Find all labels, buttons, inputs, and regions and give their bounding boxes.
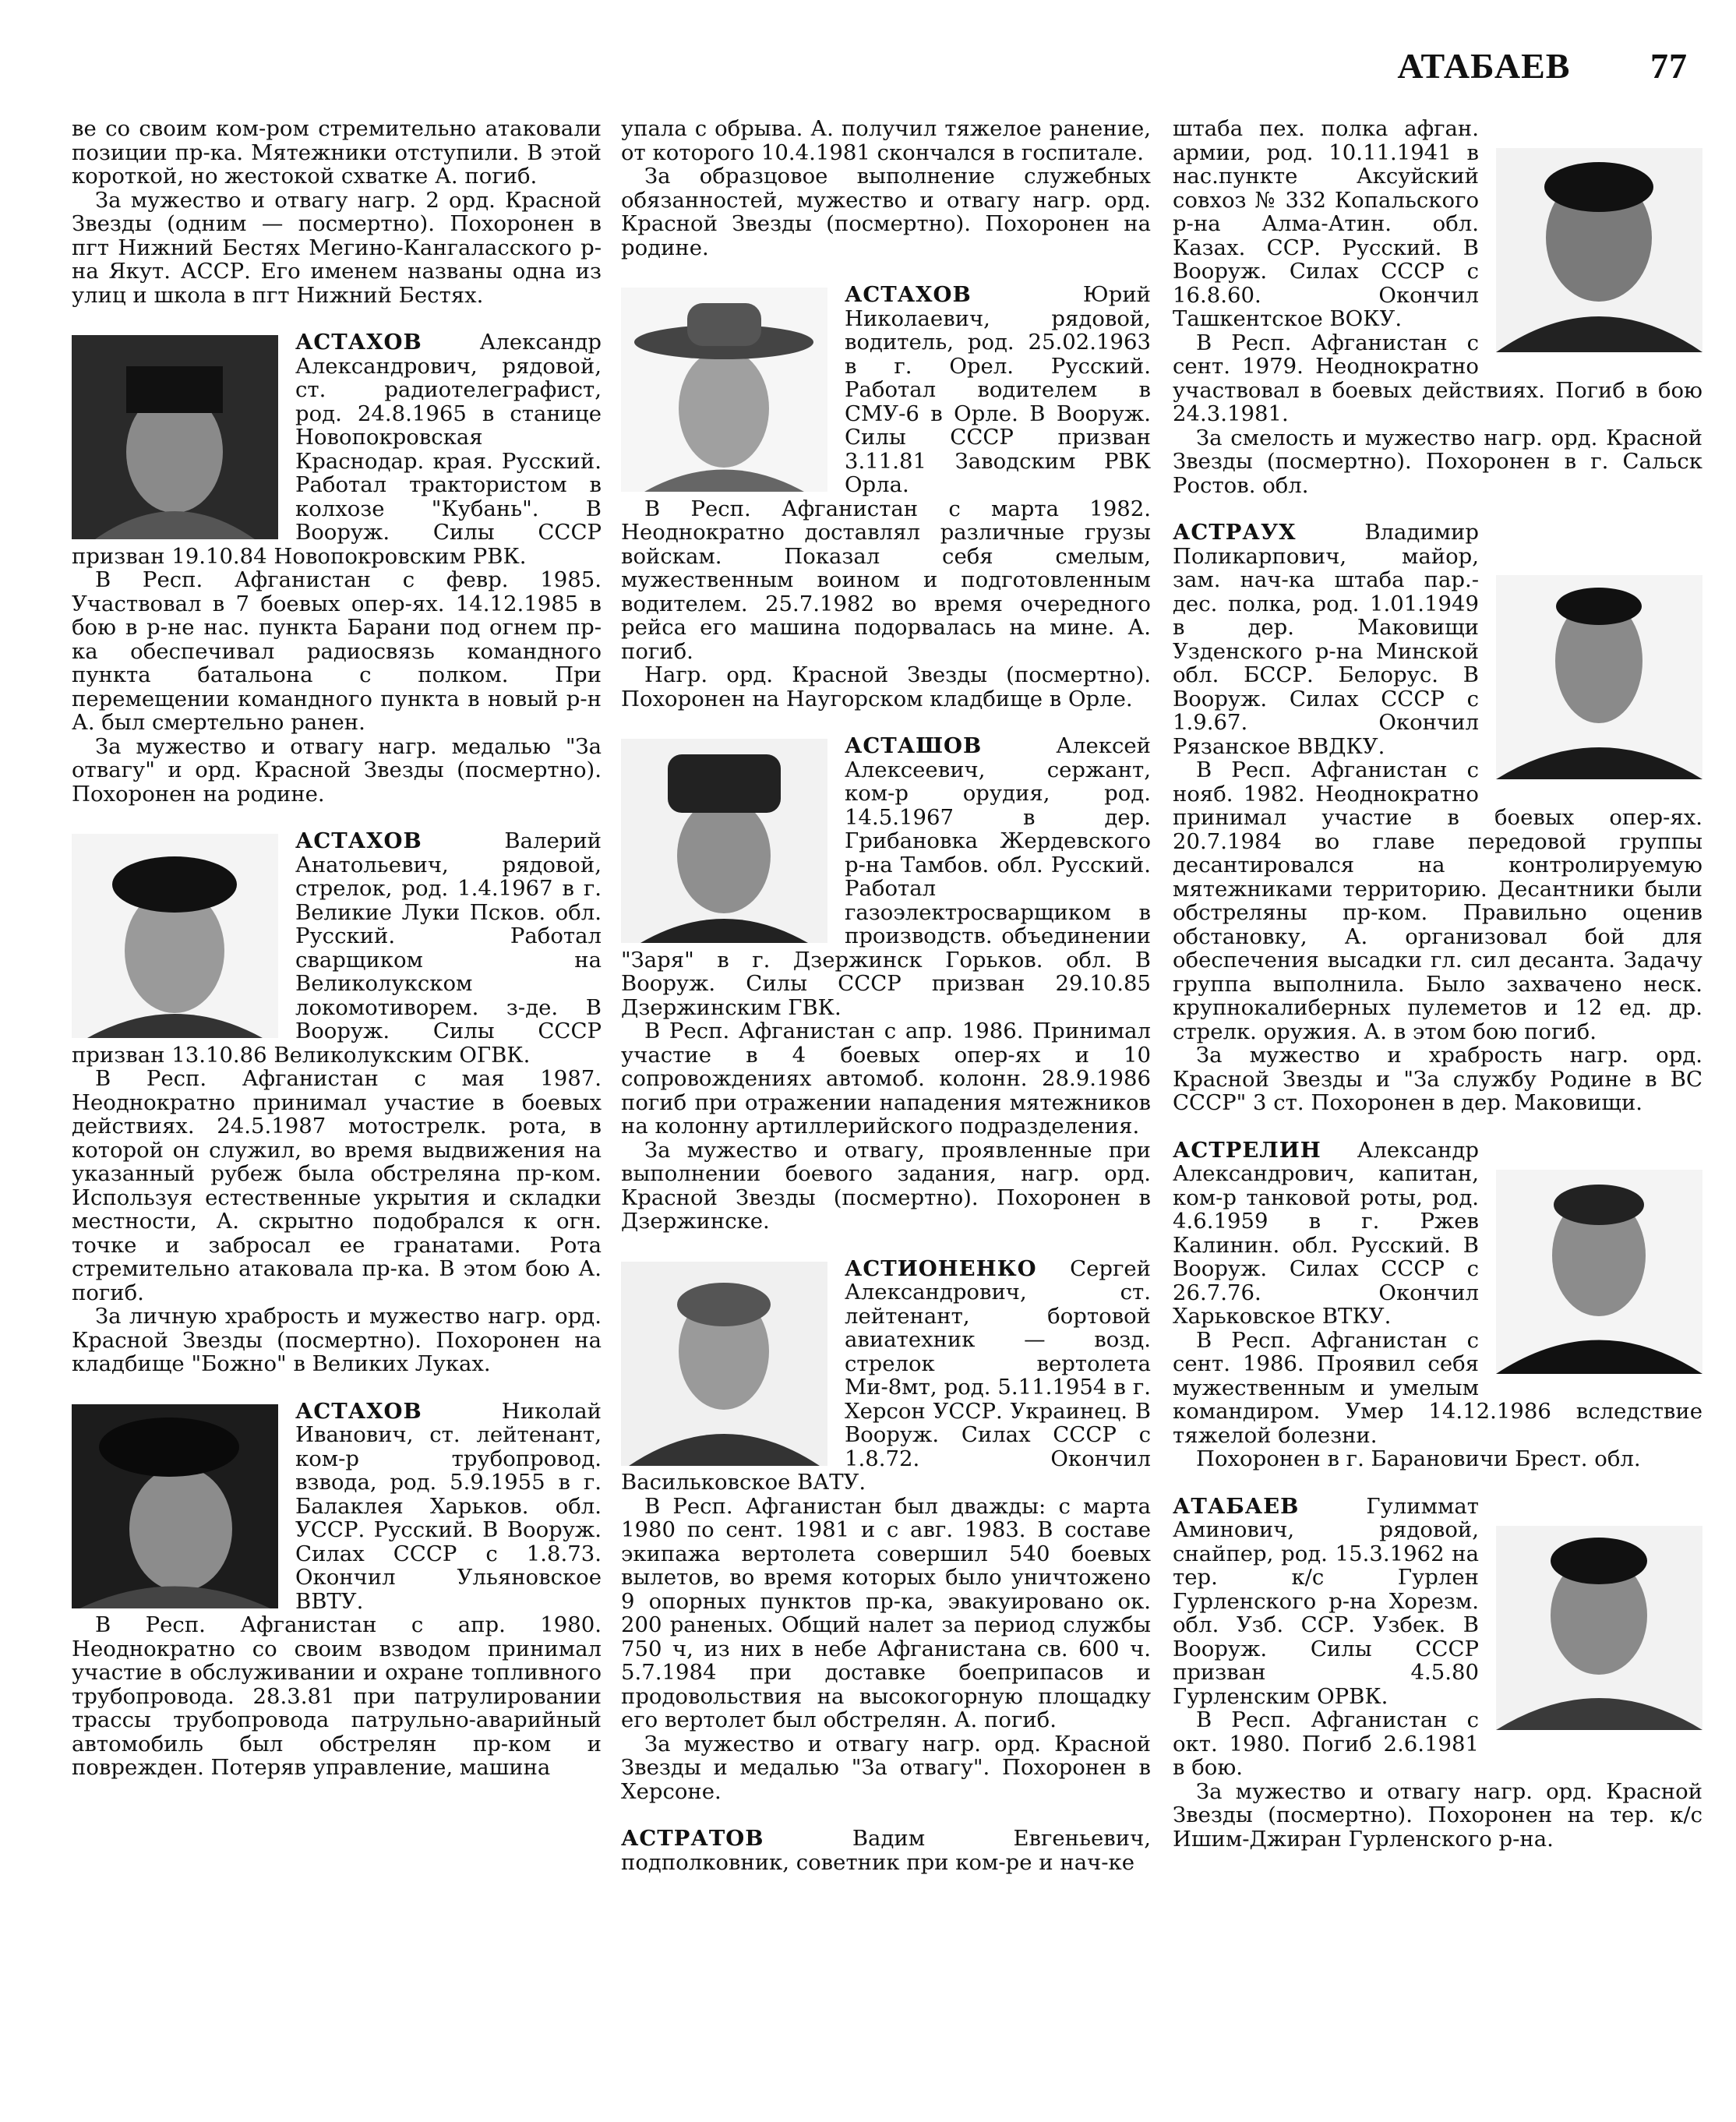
continued-text: ве со своим ком-ром стремительно атаковали позиции пр-ка. Мятежники отступили. В этой короткой, но жестокой схватке А. погиб. xyxy=(72,116,602,189)
entry-surname: АСТИОНЕНКО xyxy=(845,1255,1037,1281)
running-header xyxy=(1397,45,1688,87)
entry-paragraph: В Респ. Афганистан был дважды: с марта 1980 по сент. 1981 и с авг. 1983. В составе экипажа вертолета совершил 540 боевых вылетов, во время которых было уничтожено 9 опорных пунктов пр-ка, эвакуировано ок. 200 раненых. Общий налет за период службы 750 ч, из них в небе Афганистана св. 600 ч. 5.7.1984 при доставке боеприпасов и продовольствия на высокогорную площадку его вертолет был обстрелян. А. погиб. xyxy=(621,1493,1151,1732)
biography-entry xyxy=(621,283,1151,711)
page-number: 77 xyxy=(1650,46,1688,86)
biography-entry xyxy=(72,330,602,806)
entry-paragraph: В Респ. Афганистан с апр. 1980. Неоднократно со своим взводом принимал участие в обслуживании и охране топливного трубопровода. 28.3.81 при патрулировании трассы трубопровода патрульно-аварийный автомобиль был обстрелян пр-ком и поврежден. Потеряв управление, машина xyxy=(72,1612,602,1780)
biography-entry xyxy=(621,1827,1151,1874)
biography-entry xyxy=(1173,521,1702,1115)
entry-paragraph: Похоронен в г. Барановичи Брест. обл. xyxy=(1196,1446,1641,1471)
entry-head: АСТАХОВ Валерий Анатольевич, рядовой, стрелок, род. 1.4.1967 в г. Великие Луки Псков. обл. Руcский. Работал сварщиком на Великолукском локомотиворем. з-де. В Вооруж. Силы СССР призван 13.10.86 Великолукским ОГВК. xyxy=(72,828,602,1068)
header-word: АТАБАЕВ xyxy=(1397,46,1571,86)
column-3 xyxy=(1173,117,1702,1851)
entry-head: АСТАХОВ Юрий Николаевич, рядовой, водитель, род. 25.02.1963 в г. Орел. Русский. Работал водителем в СМУ-6 в Орле. В Вооруж. Силы СССР призван 3.11.81 Заводским РВК Орла. xyxy=(845,282,1151,497)
portrait-photo xyxy=(621,1262,827,1466)
portrait-photo xyxy=(621,739,827,943)
entry-paragraph: За мужество и отвагу, проявленные при выполнении боевого задания, нагр. орд. Красной Звезды (посмертно). Похоронен в Дзержинске. xyxy=(621,1137,1151,1234)
continued-text: упала с обрыва. А. получил тяжелое ранение, от которого 10.4.1981 скончался в госпитале. xyxy=(621,116,1151,165)
entry-head: штаба пех. полка афган. армии, род. 10.11.1941 в нас.пункте Аксуйский совхоз № 332 Копальского р-на Алма-Атин. обл. Казах. ССР. Русский. В Вооруж. Силах СССР с 16.8.60. Окончил Ташкентское ВОКУ. xyxy=(1173,116,1479,331)
entry-paragraph: Нагр. орд. Красной Звезды (посмертно). Похоронен на Наугорском кладбище в Орле. xyxy=(621,662,1151,711)
biography-entry xyxy=(1173,117,1702,497)
portrait-photo xyxy=(621,288,827,492)
biography-entry xyxy=(72,1400,602,1780)
entry-surname: АТАБАЕВ xyxy=(1173,1493,1300,1519)
entry-surname: АСТРАТОВ xyxy=(621,1826,764,1851)
portrait-photo xyxy=(1496,575,1702,779)
biography-entry xyxy=(1173,1139,1702,1471)
entry-paragraph: За смелость и мужество нагр. орд. Красной Звезды (посмертно). Похоронен в г. Сальск Ростов. обл. xyxy=(1173,425,1702,498)
entry-head: АСТРЕЛИН Александр Александрович, капитан, ком-р танковой роты, род. 4.6.1959 в г. Ржев Калинин. обл. Русский. В Вооруж. Силах СССР с 26.7.76. Окончил Харьковское ВТКУ. xyxy=(1173,1137,1479,1329)
entry-head: АСТРАТОВ Вадим Евгеньевич, подполковник, советник при ком-ре и нач-ке xyxy=(621,1826,1151,1875)
biography-entry xyxy=(621,1257,1151,1804)
entry-paragraph: За мужество и храбрость нагр. орд. Красной Звезды и "За службу Родине в ВС СССР" 3 ст. Похоронен в дер. Маковищи. xyxy=(1173,1043,1702,1115)
biography-entry xyxy=(1173,1495,1702,1852)
portrait-photo xyxy=(72,1404,278,1608)
continued-text: За мужество и отвагу нагр. 2 орд. Красной Звезды (одним — посмертно). Похоронен в пгт Нижний Бестях Мегино-Кангаласского р-на Якут. АССР. Его именем названы одна из улиц и школа в пгт Нижний Бестях. xyxy=(72,187,602,308)
entry-paragraph: В Респ. Афганистан с мая 1987. Неоднократно принимал участие в боевых действиях. 24.5.1987 мотострелк. рота, в которой он служил, во время выдвижения на указанный рубеж была обстреляна пр-ком. Используя естественные укрытия и складки местности, А. скрытно подобрался к огн. точке и забросал ее гранатами. Рота стремительно атаковала пр-ка. В этом бою А. погиб. xyxy=(72,1066,602,1305)
entry-surname: АСТАХОВ xyxy=(845,282,972,307)
entry-paragraph: За мужество и отвагу нагр. орд. Красной Звезды (посмертно). Похоронен на тер. к/с Ишим-Джиран Гурленского р-на. xyxy=(1173,1778,1702,1852)
portrait-photo xyxy=(72,834,278,1038)
column-1 xyxy=(72,117,602,1780)
biography-entry xyxy=(72,829,602,1376)
entry-paragraph: В Респ. Афганистан с нояб. 1982. Неоднократно принимал участие в боевых опер-ях. 20.7.1984 во главе передовой группы десантировался на контролируемую мятежниками территорию. Десантники были обстреляны пр-ком. Правильно оценив обстановку, А. организовал бой для обеспечения высадки гл. сил десанта. Задачу группа выполнила. Было захвачено неск. крупнокалиберных пулеметов и 12 ед. др. стрелк. оружия. А. в этом бою погиб. xyxy=(1173,757,1702,1044)
portrait-photo xyxy=(1496,1526,1702,1730)
entry-paragraph: В Респ. Афганистан с февр. 1985. Участвовал в 7 боевых опер-ях. 14.12.1985 в бою в р-не нас. пункта Барани под огнем пр-ка обеспечивал радиосвязь командного пункта батальона с полком. При перемещении командного пункта в новый р-н А. был смертельно ранен. xyxy=(72,567,602,735)
entry-head: АСТИОНЕНКО Сергей Александрович, ст. лейтенант, бортовой авиатехник — возд. стрелок вертолета Ми-8мт, род. 5.11.1954 в г. Херсон УССР. Украинец. В Вооруж. Силах СССР с 1.8.72. Окончил Васильковское ВАТУ. xyxy=(621,1255,1151,1495)
entry-paragraph: За мужество и отвагу нагр. орд. Красной Звезды и медалью "За отвагу". Похоронен в Херсоне. xyxy=(621,1731,1151,1804)
entry-head: АСТАШОВ Алексей Алексеевич, сержант, ком-р орудия, род. 14.5.1967 в дер. Грибановка Жердевского р-на Тамбов. обл. Русский. Работал газоэлектросварщиком в производств. объединении "Заря" в г. Дзержинск Горьков. обл. В Вооруж. Силы СССР призван 29.10.85 Дзержинским ГВК. xyxy=(621,733,1151,1020)
entry-surname: АСТРЕЛИН xyxy=(1173,1137,1321,1163)
entry-paragraph: В Респ. Афганистан с марта 1982. Неоднократно доставлял различные грузы войскам. Показал себя смелым, мужественным воином и подготовленным водителем. 25.7.1982 во время очередного рейса его машина подорвалась на мине. А. погиб. xyxy=(621,496,1151,664)
entry-paragraph: В Респ. Афганистан с сент. 1986. Проявил себя мужественным и умелым командиром. Умер 14.12.1986 вследствие тяжелой болезни. xyxy=(1173,1327,1702,1448)
entry-head: АСТАХОВ Александр Александрович, рядовой, ст. радиотелеграфист, род. 24.8.1965 в станице Новопокровская Краснодар. края. Русский. Работал трактористом в колхозе "Кубань". В Вооруж. Силы СССР призван 19.10.84 Новопокровским РВК. xyxy=(72,330,602,569)
entry-surname: АСТРАУХ xyxy=(1173,520,1297,545)
entry-head: АСТРАУХ Владимир Поликарпович, майор, зам. нач-ка штаба пар.-дес. полка, род. 1.01.1949 в дер. Маковищи Узденского р-на Минской обл. БССР. Белорус. В Вооруж. Силах СССР с 1.9.67. Окончил Рязанское ВВДКУ. xyxy=(1173,520,1479,759)
portrait-photo xyxy=(1496,148,1702,352)
continued-text: За образцовое выполнение служебных обязанностей, мужество и отвагу нагр. орд. Красной Звезды (посмертно). Похоронен на родине. xyxy=(621,164,1151,260)
entry-paragraph: За мужество и отвагу нагр. медалью "За отвагу" и орд. Красной Звезды (посмертно). Похоронен на родине. xyxy=(72,733,602,807)
entry-surname: АСТАХОВ xyxy=(295,330,422,355)
entry-head: АТАБАЕВ Гулиммат Аминович, рядовой, снайпер, род. 15.3.1962 на тер. к/с Гурлен Гурленского р-на Хорезм. обл. Узб. ССР. Узбек. В Вооруж. Силы СССР призван 4.5.80 Гурленским ОРВК. xyxy=(1173,1493,1479,1709)
entry-surname: АСТАХОВ xyxy=(295,828,422,853)
entry-surname: АСТАШОВ xyxy=(845,733,983,758)
entry-paragraph: В Респ. Афганистан с сент. 1979. Неоднократно участвовал в боевых действиях. Погиб в бою 24.3.1981. xyxy=(1173,330,1702,426)
entry-head: АСТАХОВ Николай Иванович, ст. лейтенант, ком-р трубопровод. взвода, род. 5.9.1955 в г. Балаклея Харьков. обл. УССР. Русский. В Вооруж. Силах СССР с 1.8.73. Окончил Ульяновское ВВТУ. xyxy=(295,1398,602,1614)
column-2 xyxy=(621,117,1151,1874)
portrait-photo xyxy=(1496,1170,1702,1374)
entry-paragraph: В Респ. Афганистан с окт. 1980. Погиб 2.6.1981 в бою. xyxy=(1173,1707,1479,1780)
entry-paragraph: В Респ. Афганистан с апр. 1986. Принимал участие в 4 боевых опер-ях и 10 сопровождениях автомоб. колонн. 28.9.1986 погиб при отражении нападения мятежников на колонну артиллерийского подразделения. xyxy=(621,1019,1151,1139)
entry-paragraph: За личную храбрость и мужество нагр. орд. Красной Звезды (посмертно). Похоронен на кладбище "Божно" в Великих Луках. xyxy=(72,1304,602,1376)
portrait-photo xyxy=(72,335,278,539)
biography-entry xyxy=(621,734,1151,1234)
entry-surname: АСТАХОВ xyxy=(295,1398,422,1424)
